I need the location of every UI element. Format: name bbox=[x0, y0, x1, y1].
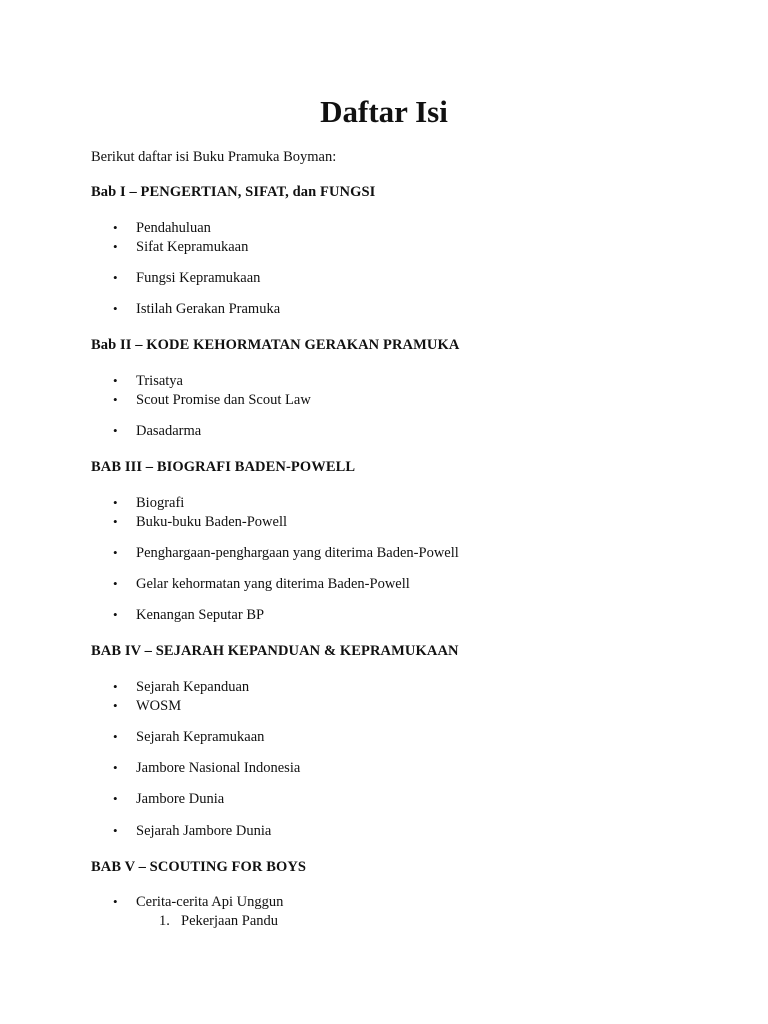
list-item bbox=[113, 606, 264, 624]
list-item bbox=[113, 391, 311, 409]
list-item-label: Scout Promise dan Scout Law bbox=[136, 392, 311, 408]
list-item bbox=[113, 790, 224, 808]
chapter-heading-1: Bab I – PENGERTIAN, SIFAT, dan FUNGSI bbox=[91, 184, 376, 200]
bullet-icon: • bbox=[113, 576, 118, 591]
list-item-label: Buku-buku Baden-Powell bbox=[136, 514, 288, 530]
numbered-list-item bbox=[159, 912, 278, 930]
bullet-icon: • bbox=[113, 423, 118, 438]
bullet-icon: • bbox=[113, 698, 118, 713]
list-item bbox=[113, 219, 211, 237]
list-item bbox=[113, 728, 264, 746]
intro-text: Berikut daftar isi Buku Pramuka Boyman: bbox=[91, 149, 337, 165]
bullet-icon: • bbox=[113, 894, 118, 909]
list-item bbox=[113, 822, 271, 840]
list-item bbox=[113, 269, 260, 287]
list-item-label: Jambore Dunia bbox=[136, 791, 225, 807]
list-item-label: Istilah Gerakan Pramuka bbox=[136, 301, 281, 317]
chapter-heading-4: BAB IV – SEJARAH KEPANDUAN & KEPRAMUKAAN bbox=[91, 643, 459, 659]
list-item-label: Pendahuluan bbox=[136, 220, 211, 236]
list-item bbox=[113, 697, 181, 715]
bullet-icon: • bbox=[113, 545, 118, 560]
chapter-heading-3: BAB III – BIOGRAFI BADEN-POWELL bbox=[91, 459, 356, 475]
list-item-label: Cerita-cerita Api Unggun bbox=[136, 894, 284, 910]
list-item bbox=[113, 893, 283, 911]
list-item-label: Biografi bbox=[136, 495, 185, 511]
list-item bbox=[113, 678, 249, 696]
list-item bbox=[113, 372, 183, 390]
bullet-icon: • bbox=[113, 823, 118, 838]
list-item-label: Penghargaan-penghargaan yang diterima Baden-Powell bbox=[136, 545, 459, 561]
bullet-icon: • bbox=[113, 270, 118, 285]
list-item bbox=[113, 544, 459, 562]
bullet-icon: • bbox=[113, 220, 118, 235]
list-item bbox=[113, 759, 300, 777]
list-item bbox=[113, 494, 184, 512]
bullet-icon: • bbox=[113, 679, 118, 694]
list-item-label: WOSM bbox=[136, 698, 182, 714]
bullet-icon: • bbox=[113, 495, 118, 510]
chapter-heading-5: BAB V – SCOUTING FOR BOYS bbox=[91, 859, 307, 875]
list-item-label: Fungsi Kepramukaan bbox=[136, 270, 261, 286]
list-item-label: Gelar kehormatan yang diterima Baden-Powell bbox=[136, 576, 410, 592]
list-item bbox=[113, 422, 201, 440]
bullet-icon: • bbox=[113, 514, 118, 529]
bullet-icon: • bbox=[113, 607, 118, 622]
list-item bbox=[113, 513, 287, 531]
bullet-icon: • bbox=[113, 791, 118, 806]
list-item-label: Sejarah Kepanduan bbox=[136, 679, 250, 695]
bullet-icon: • bbox=[113, 239, 118, 254]
page-title: Daftar Isi bbox=[320, 94, 448, 129]
bullet-icon: • bbox=[113, 760, 118, 775]
list-item-label: Sejarah Kepramukaan bbox=[136, 729, 265, 745]
list-item bbox=[113, 575, 410, 593]
list-number: 1. bbox=[159, 913, 170, 929]
numbered-list-item-label: Pekerjaan Pandu bbox=[181, 913, 279, 929]
list-item-label: Jambore Nasional Indonesia bbox=[136, 760, 301, 776]
bullet-icon: • bbox=[113, 373, 118, 388]
list-item-label: Sejarah Jambore Dunia bbox=[136, 823, 272, 839]
list-item bbox=[113, 238, 248, 256]
bullet-icon: • bbox=[113, 301, 118, 316]
list-item-label: Trisatya bbox=[136, 373, 183, 389]
list-item bbox=[113, 300, 280, 318]
list-item-label: Kenangan Seputar BP bbox=[136, 607, 265, 623]
bullet-icon: • bbox=[113, 729, 118, 744]
list-item-label: Sifat Kepramukaan bbox=[136, 239, 249, 255]
bullet-icon: • bbox=[113, 392, 118, 407]
chapter-heading-2: Bab II – KODE KEHORMATAN GERAKAN PRAMUKA bbox=[91, 337, 460, 353]
list-item-label: Dasadarma bbox=[136, 423, 202, 439]
